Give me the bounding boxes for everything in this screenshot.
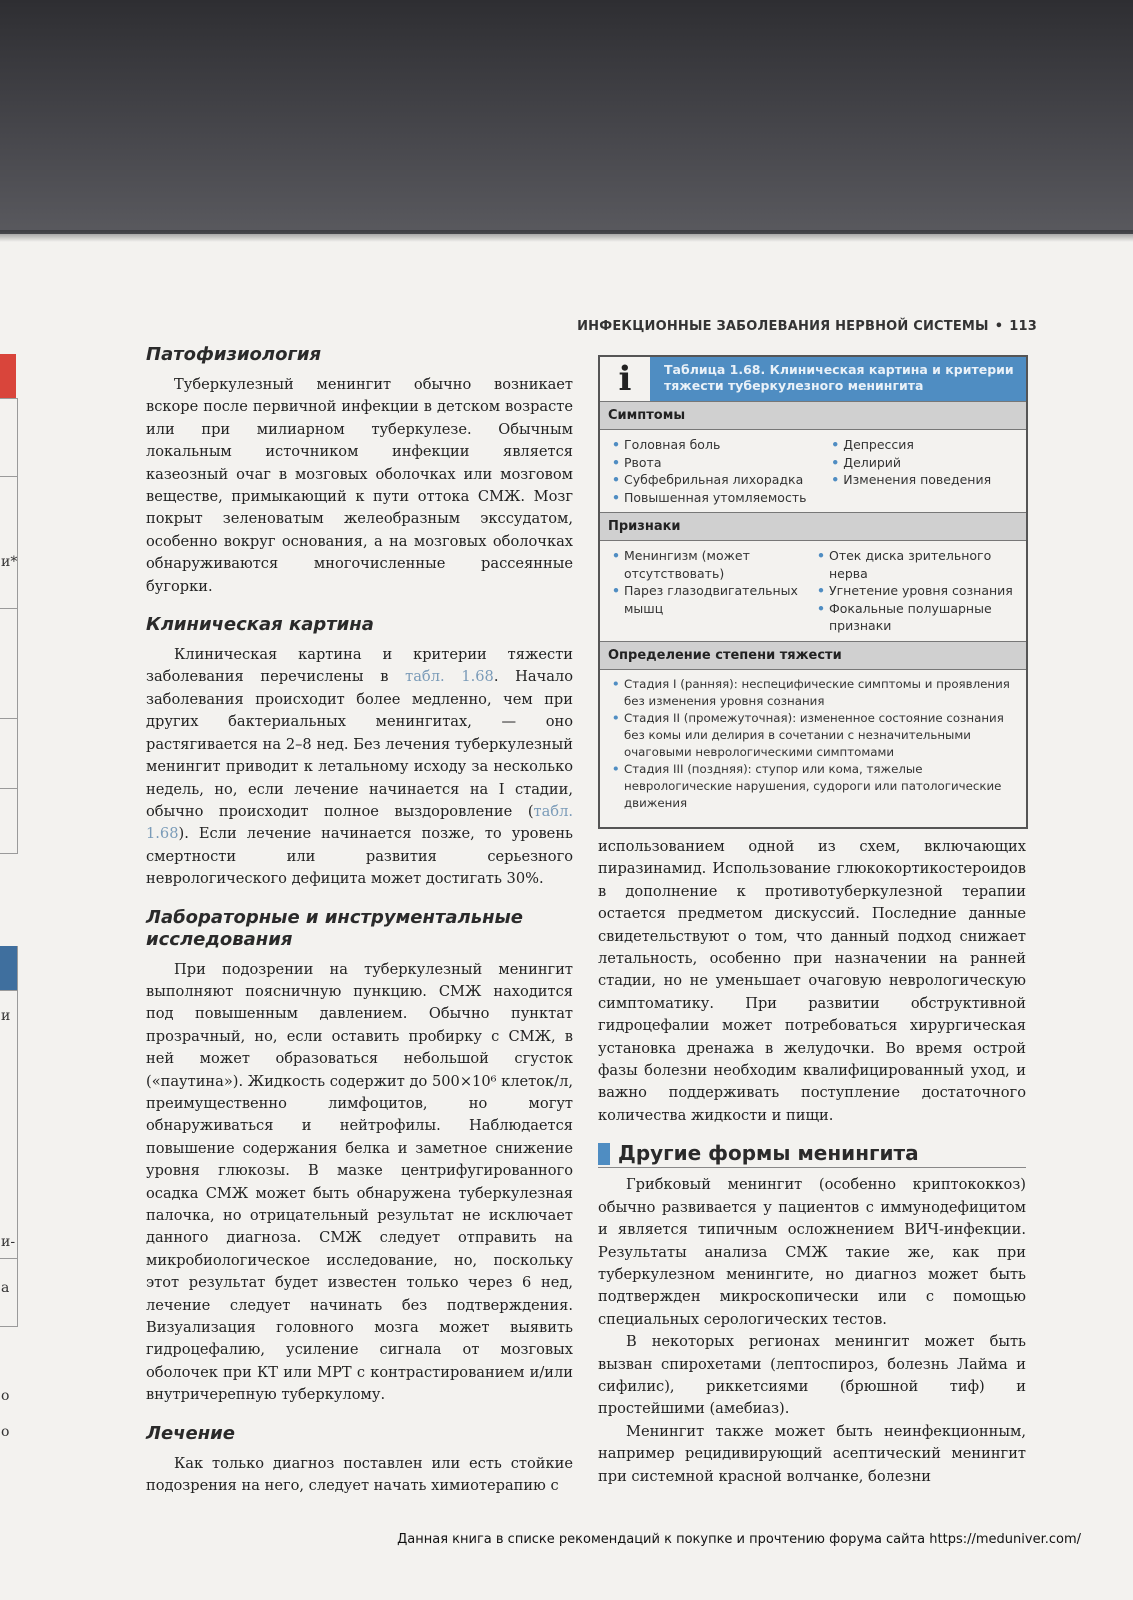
edge-text-fragment: о [1,1424,10,1440]
heading-accent-bar [598,1143,610,1165]
list-item: • Повышенная утомляемость [610,489,829,507]
edge-vertical-rule [17,946,18,1326]
list-item: • Стадия II (промежуточная): измененное состояние сознания без комы или делирия в сочетании с незначительными очаговыми неврологическими симптомами [610,710,1020,761]
heading-text: Другие формы менингита [618,1141,919,1166]
edge-text-fragment: и- [1,1234,16,1250]
list-item: • Субфебрильная лихорадка [610,471,829,489]
list-item: • Делирий [829,454,1020,472]
paragraph-noninfectious: Менингит также может быть неинфекционным, например рецидивирующий асептический менингит при системной красной волчанке, болезни [598,1422,1026,1485]
list-item: • Головная боль [610,436,829,454]
symptoms-section [600,430,1026,512]
list-item: • Стадия I (ранняя): неспецифические симптомы и проявления без изменения уровня сознания [610,676,1020,710]
list-item: • Угнетение уровня сознания [815,582,1020,600]
edge-red-block [0,354,16,398]
grades-section [600,670,1026,818]
edge-rule [0,476,18,477]
running-head-bullet: • [994,319,1004,334]
running-head [577,319,1037,334]
page-edge-shadow [0,230,1133,242]
paragraph-treatment: Как только диагноз поставлен или есть стойкие подозрения на него, следует начать химиотерапию с [146,1454,573,1495]
list-item: • Парез глазодвигательных мышц [610,582,815,617]
edge-rule [0,608,18,609]
table-header [600,357,1026,401]
signs-section [600,541,1026,641]
edge-rule [0,1258,18,1259]
edge-blue-block [0,946,18,990]
edge-rule [0,853,18,854]
edge-text-fragment: а [1,1280,10,1296]
table-title: Таблица 1.68. Клиническая картина и критерии тяжести туберкулезного менингита [664,362,1014,393]
list-item: • Стадия III (поздняя): ступор или кома, тяжелые неврологические нарушения, судороги или патологические движения [610,761,1020,812]
table-subheading-signs: Признаки [600,512,1026,541]
edge-rule [0,990,18,991]
footer-note: Данная книга в списке рекомендаций к покупке и прочтению форума сайта https://meduniver.com/ [397,1532,1081,1547]
edge-rule [0,1326,18,1327]
list-item: • Отек диска зрительного нерва [815,547,1020,582]
table-reference-link[interactable]: табл. 1.68 [146,802,573,843]
edge-text-fragment: и [1,1008,11,1024]
text-run: . Начало заболевания происходит более медленно, чем при других бактериальных менингитах, — оно растягивается на 2–8 нед. Без лечения туберкулезный менингит приводит к летальному исходу за несколько недель, но, если лечение начинается на I стадии, обычно происходит полное выздоровление ( [146,668,573,820]
edge-rule [0,718,18,719]
list-item: • Рвота [610,454,829,472]
running-head-title: ИНФЕКЦИОННЫЕ ЗАБОЛЕВАНИЯ НЕРВНОЙ СИСТЕМЫ [577,319,989,334]
left-column [146,344,573,1497]
edge-rule [0,788,18,789]
previous-page-edge [0,348,22,1458]
paragraph-treatment-continued: использованием одной из схем, включающих пиразинамид. Использование глюкокортикостероидов в дополнение к противотуберкулезной терапии остается предметом дискуссий. Последние данные свидетельствуют о том, что данный подход снижает летальность, особенно при назначении на ранней стадии, но не уменьшает очаговую неврологическую симптоматику. При развитии обструктивной гидроцефалии может потребоваться хирургическая установка дренажа в желудочки. Во время острой фазы болезни необходим квалифицированный уход, и важно поддерживать поступление достаточного количества жидкости и пищи. [598,838,1026,1124]
list-item: • Изменения поведения [829,471,1020,489]
list-item: • Депрессия [829,436,1020,454]
paragraph-clinical [146,644,573,890]
paragraph-spirochetes: В некоторых регионах менингит может быть вызван спирохетами (лептоспироз, болезнь Лайма и сифилис), риккетсиями (брюшной тиф) и простейшими (амебиаз). [598,1333,1026,1418]
info-icon: i [600,357,650,401]
text-run: ). Если лечение начинается позже, то уровень смертности или развития серьезного неврологического дефицита может достигать 30%. [146,825,573,888]
page-number: 113 [1009,319,1037,334]
list-item: • Менингизм (может отсутствовать) [610,547,815,582]
edge-rule [0,398,18,399]
table-subheading-symptoms: Симптомы [600,401,1026,430]
edge-vertical-rule [17,398,18,853]
paragraph-fungal: Грибковый менингит (особенно криптококкоз) обычно развивается у пациентов с иммунодефицитом и является типичным осложнением ВИЧ-инфекции. Результаты анализа СМЖ такие же, как при туберкулезном менингите, но диагноз может быть подтвержден микроскопически или с помощью специальных серологических тестов. [598,1176,1026,1328]
edge-text-fragment: и* [1,554,18,570]
edge-text-fragment: о [1,1388,10,1404]
paragraph-lab: При подозрении на туберкулезный менингит выполняют поясничную пункцию. СМЖ находится под повышенным давлением. Обычно пунктат прозрачный, но, если оставить пробирку с СМЖ, в ней может образоваться небольшой сгусток («паутина»). Жидкость содержит до 500×10⁶ клеток/л, преимущественно лимфоцитов, но могут обнаруживаться и нейтрофилы. Наблюдается повышение содержания белка и заметное снижение уровня глюкозы. В мазке центрифугированного осадка СМЖ может быть обнаружена туберкулезная палочка, но отрицательный результат не исключает данного диагноза. СМЖ следует отправить на микробиологическое исследование, но, поскольку этот результат будет известен только через 6 нед, лечение следует начинать без подтверждения. Визуализация головного мозга может выявить гидроцефалию, усиление сигнала от мозговых оболочек при КТ или МРТ с контрастированием и/или внутричерепную туберкулому. [146,960,573,1404]
table-reference-link[interactable]: табл. 1.68 [405,668,494,686]
right-column [598,836,1026,1488]
section-heading-clinical: Клиническая картина [146,614,374,636]
dark-background [0,0,1133,238]
list-item: • Фокальные полушарные признаки [815,600,1020,635]
section-heading-pathophysiology: Патофизиология [146,344,322,365]
section-heading-other-forms [598,1139,1026,1168]
text-run: Клиническая картина и критерии тяжести заболевания перечислены в [146,646,573,686]
info-table-1-68 [598,355,1028,829]
table-subheading-grades: Определение степени тяжести [600,641,1026,670]
paragraph-pathophysiology: Туберкулезный менингит обычно возникает вскоре после первичной инфекции в детском возрасте или при милиарном туберкулезе. Обычным локальным источником инфекции является казеозный очаг в мозговых оболочках или мозговом веществе, примыкающий к пути оттока СМЖ. Мозг покрыт зеленоватым желеобразным экссудатом, особенно вокруг основания, а на мозговых оболочках обнаруживаются многочисленные рассеянные бугорки. [146,376,573,595]
section-heading-lab: Лабораторные и инструментальные исследования [146,906,524,950]
section-heading-treatment: Лечение [146,1422,235,1444]
